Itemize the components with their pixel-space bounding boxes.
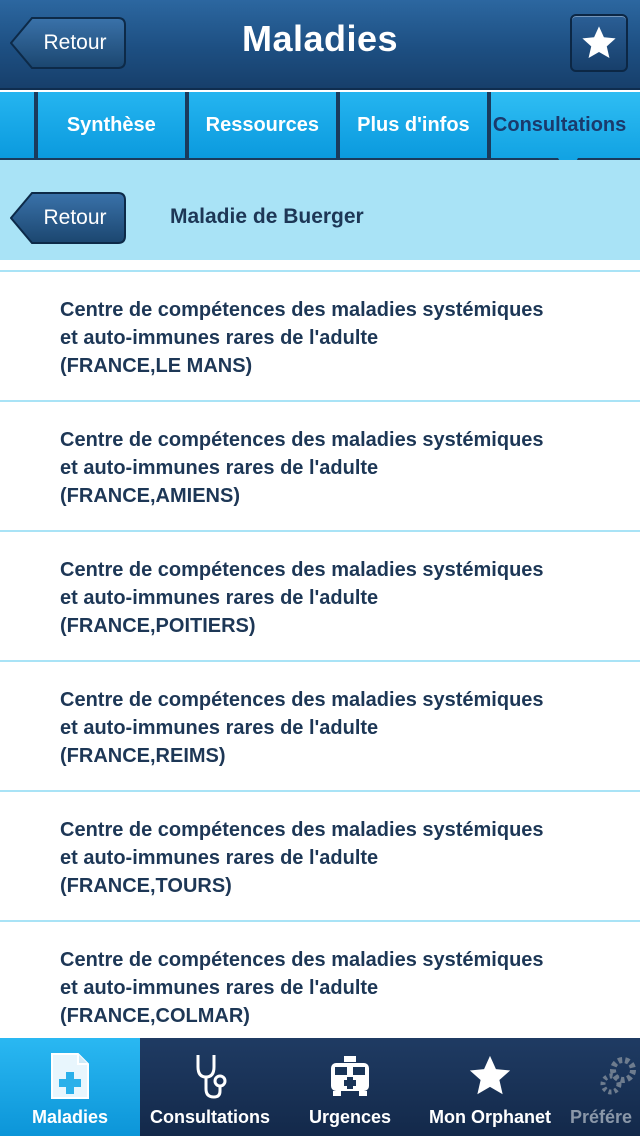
list-item[interactable]: Centre de compétences des maladies systémiques et auto-immunes rares de l'adulte (FRANCE,POITIERS)	[0, 530, 640, 660]
list-item[interactable]: Centre de compétences des maladies systémiques et auto-immunes rares de l'adulte (FRANCE,REIMS)	[0, 660, 640, 790]
tab-label: Synthèse	[66, 113, 156, 136]
section-tabs	[0, 92, 640, 160]
list-top-spacer	[0, 260, 640, 270]
tab-label: Consultations	[492, 113, 627, 136]
tab-partial[interactable]	[0, 92, 34, 158]
bottom-tab-bar	[0, 1038, 640, 1136]
tabbar-item-urgences[interactable]	[280, 1038, 420, 1136]
tabbar-label: Consultations	[150, 1107, 270, 1127]
tabbar-label: Maladies	[31, 1107, 109, 1127]
tab-label: Plus d'infos	[357, 113, 470, 136]
tabbar-item-maladies[interactable]	[0, 1038, 140, 1136]
list-item[interactable]: Centre de compétences des maladies systémiques et auto-immunes rares de l'adulte (FRANCE,AMIENS)	[0, 400, 640, 530]
tab-synthese[interactable]	[38, 92, 185, 158]
favorite-button[interactable]	[570, 14, 628, 72]
navigation-bar	[0, 0, 640, 90]
tabbar-label: Mon Orphanet	[429, 1107, 551, 1127]
sub-back-button-label: Retour	[43, 206, 107, 229]
consultation-list	[0, 260, 640, 1038]
star-icon	[465, 1051, 515, 1101]
back-button[interactable]	[10, 17, 126, 69]
list-item[interactable]: Centre de compétences des maladies systémiques et auto-immunes rares de l'adulte (FRANCE,LE MANS)	[0, 270, 640, 400]
star-icon	[580, 24, 618, 62]
tabbar-item-consultations[interactable]	[140, 1038, 280, 1136]
tabbar-label: Urgences	[308, 1107, 392, 1127]
document-plus-icon	[45, 1051, 95, 1101]
list-item[interactable]: Centre de compétences des maladies systémiques et auto-immunes rares de l'adulte (FRANCE,COLMAR)	[0, 920, 640, 1038]
stethoscope-icon	[185, 1051, 235, 1101]
tabbar-label: Préfére	[570, 1107, 633, 1127]
tab-plus-infos[interactable]	[340, 92, 487, 158]
tab-ressources[interactable]	[189, 92, 336, 158]
tab-label: Ressources	[205, 113, 320, 136]
ambulance-icon	[325, 1051, 375, 1101]
tabbar-item-mon-orphanet[interactable]	[420, 1038, 560, 1136]
disease-title: Maladie de Buerger	[170, 205, 364, 228]
tabbar-item-preferences[interactable]	[560, 1038, 640, 1136]
list-item[interactable]: Centre de compétences des maladies systémiques et auto-immunes rares de l'adulte (FRANCE,TOURS)	[0, 790, 640, 920]
sub-back-button[interactable]	[10, 192, 126, 244]
gears-icon	[592, 1051, 640, 1101]
tab-consultations[interactable]	[491, 92, 640, 158]
back-button-label: Retour	[43, 31, 107, 54]
page-title: Maladies	[241, 18, 399, 59]
